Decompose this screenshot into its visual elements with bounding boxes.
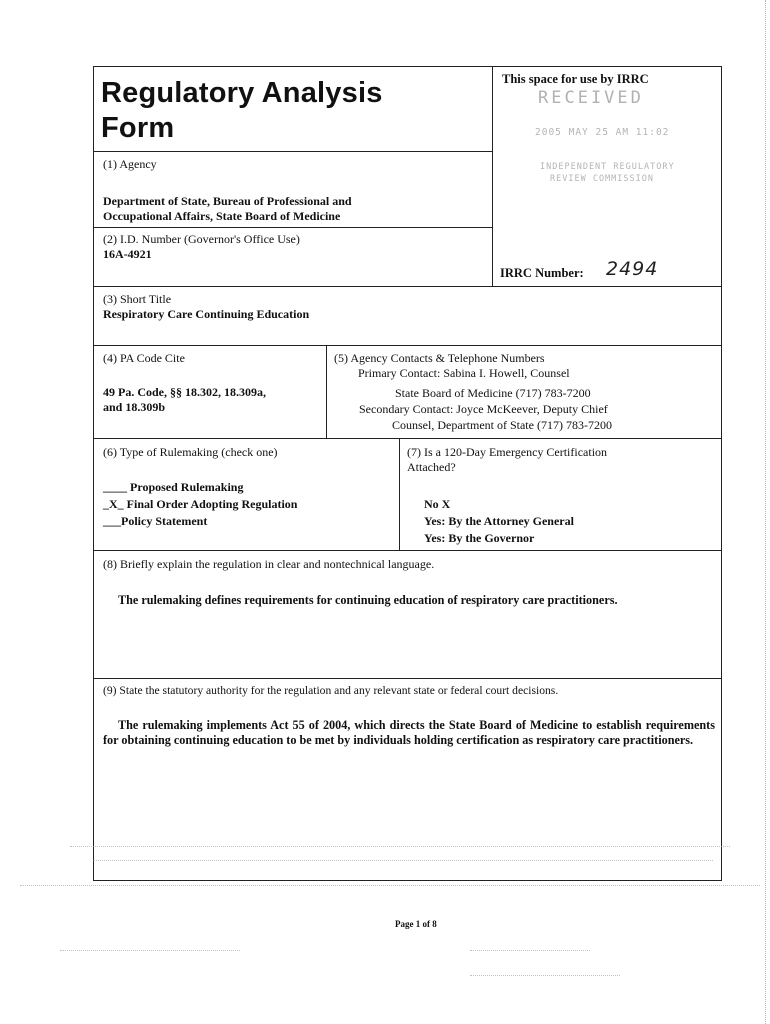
- rule-title-pacode: [93, 345, 722, 346]
- form-title-line2: Form: [101, 112, 175, 144]
- form-title-line1: Regulatory Analysis: [101, 77, 383, 109]
- contacts-secondary-1: Secondary Contact: Joyce McKeever, Deputy Chief: [359, 402, 608, 416]
- irrc-number-value: 2494: [606, 258, 659, 280]
- emergency-no: No X: [424, 497, 451, 511]
- rulemaking-option-final: _X_ Final Order Adopting Regulation: [103, 497, 298, 511]
- pa-code-line1: 49 Pa. Code, §§ 18.302, 18.309a,: [103, 385, 266, 399]
- scan-noise-line: [470, 950, 590, 951]
- agency-line2: Occupational Affairs, State Board of Medicine: [103, 209, 341, 223]
- irrc-number-label: IRRC Number:: [500, 266, 584, 280]
- id-number-label: (2) I.D. Number (Governor's Office Use): [103, 232, 300, 246]
- rulemaking-type-label: (6) Type of Rulemaking (check one): [103, 445, 278, 459]
- page-number: Page 1 of 8: [395, 919, 437, 929]
- commission-stamp-line1: INDEPENDENT REGULATORY: [540, 162, 675, 172]
- explain-label: (8) Briefly explain the regulation in clear and nontechnical language.: [103, 557, 435, 571]
- emergency-label-2: Attached?: [407, 460, 456, 474]
- agency-line1: Department of State, Bureau of Professional and: [103, 194, 352, 208]
- scan-noise-line: [470, 975, 620, 976]
- authority-text: The rulemaking implements Act 55 of 2004, which directs the State Board of Medicine to establish requirements for obtaining continuing education to be met by individuals holding certification as respiratory care practitioners.: [103, 718, 715, 747]
- pa-code-label: (4) PA Code Cite: [103, 351, 185, 365]
- emergency-label-1: (7) Is a 120-Day Emergency Certification: [407, 445, 608, 459]
- contacts-secondary-2: Counsel, Department of State (717) 783-7200: [392, 418, 612, 432]
- irrc-box-label: This space for use by IRRC: [502, 72, 649, 86]
- contacts-primary-1: Primary Contact: Sabina I. Howell, Counsel: [358, 366, 570, 380]
- type-divider: [399, 438, 400, 550]
- id-number-value: 16A-4921: [103, 247, 152, 261]
- contacts-label: (5) Agency Contacts & Telephone Numbers: [334, 351, 545, 365]
- emergency-yes-ag: Yes: By the Attorney General: [424, 514, 574, 528]
- pa-code-line2: and 18.309b: [103, 400, 166, 414]
- emergency-yes-gov: Yes: By the Governor: [424, 531, 535, 545]
- rule-id-title: [93, 286, 722, 287]
- scan-noise-line: [70, 846, 730, 847]
- scan-edge-line: [765, 0, 766, 1024]
- rule-type-explain: [93, 550, 722, 551]
- commission-stamp-line2: REVIEW COMMISSION: [550, 174, 654, 184]
- contacts-primary-2: State Board of Medicine (717) 783-7200: [395, 386, 591, 400]
- rulemaking-option-proposed: ____ Proposed Rulemaking: [103, 480, 244, 494]
- scan-noise-line: [93, 860, 713, 861]
- agency-label: (1) Agency: [103, 157, 157, 171]
- header-divider: [492, 66, 493, 286]
- scan-noise-line: [60, 950, 240, 951]
- rule-pacode-type: [93, 438, 722, 439]
- explain-text: The rulemaking defines requirements for continuing education of respiratory care practitioners.: [118, 593, 618, 607]
- received-stamp-date: 2005 MAY 25 AM 11:02: [535, 127, 670, 138]
- rule-explain-authority: [93, 678, 722, 679]
- received-stamp: RECEIVED: [538, 88, 644, 108]
- rulemaking-option-policy: ___Policy Statement: [103, 514, 208, 528]
- short-title-label: (3) Short Title: [103, 292, 172, 306]
- form-title: [101, 76, 383, 146]
- rule-title-agency: [93, 151, 492, 152]
- authority-label: (9) State the statutory authority for the regulation and any relevant state or federal court decisions.: [103, 684, 559, 697]
- scan-noise-line: [20, 885, 760, 886]
- pacode-divider: [326, 345, 327, 438]
- rule-agency-id: [93, 227, 492, 228]
- short-title-value: Respiratory Care Continuing Education: [103, 307, 310, 321]
